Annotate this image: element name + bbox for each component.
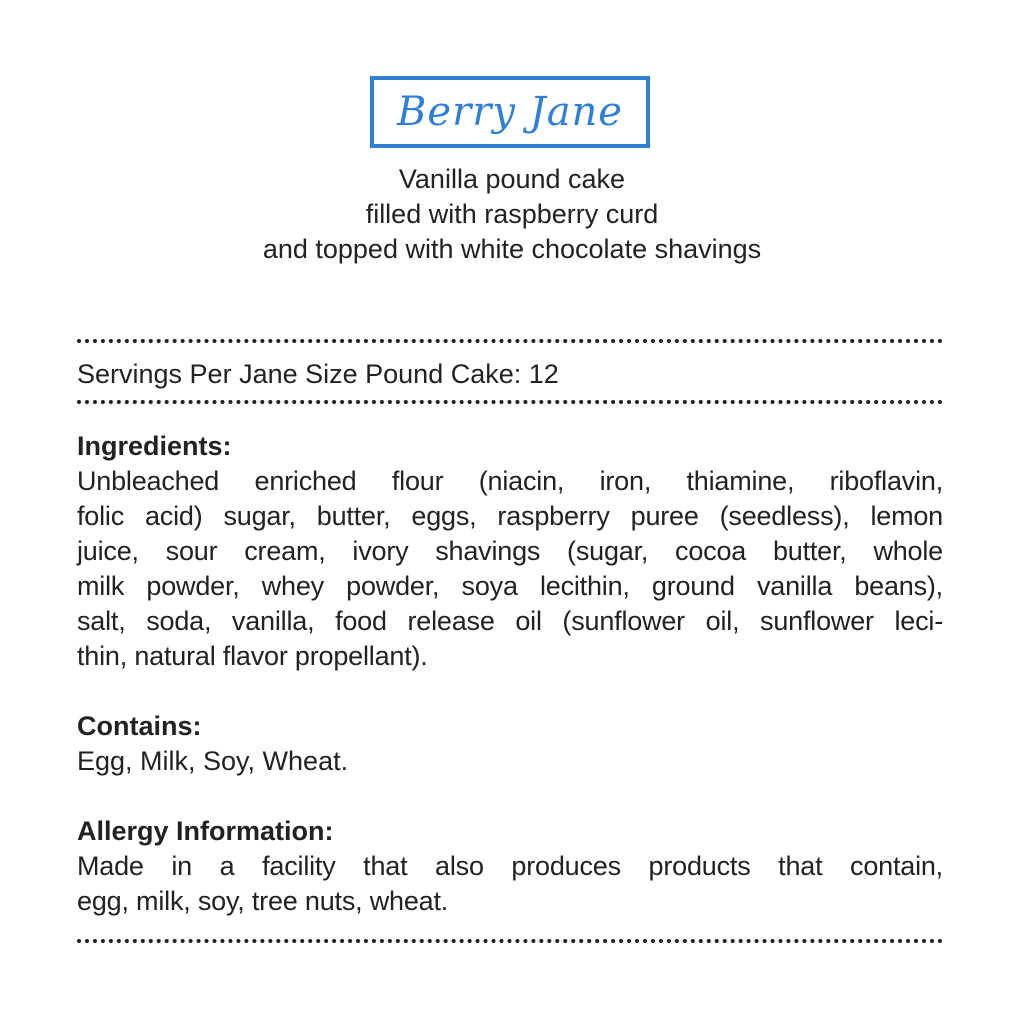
ingredients-line: juice, sour cream, ivory shavings (sugar, cocoa butter, whole bbox=[77, 536, 943, 566]
contains-heading: Contains: bbox=[77, 711, 202, 741]
product-description bbox=[112, 162, 912, 267]
dotted-divider-bottom bbox=[77, 939, 943, 943]
allergy-heading: Allergy Information: bbox=[77, 816, 334, 846]
allergy-text bbox=[77, 849, 943, 919]
description-line: filled with raspberry curd bbox=[365, 199, 659, 229]
allergy-line: egg, milk, soy, tree nuts, wheat. bbox=[77, 886, 449, 916]
ingredients-line: milk powder, whey powder, soya lecithin, ground vanilla beans), bbox=[77, 571, 943, 601]
contains-text: Egg, Milk, Soy, Wheat. bbox=[77, 746, 349, 776]
ingredients-line: thin, natural flavor propellant). bbox=[77, 641, 428, 671]
ingredients-line: salt, soda, vanilla, food release oil (sunflower oil, sunflower leci- bbox=[77, 606, 943, 636]
contains-section bbox=[77, 709, 943, 779]
description-line: and topped with white chocolate shavings bbox=[262, 234, 762, 264]
product-title: Berry Jane bbox=[397, 89, 623, 135]
dotted-divider-top bbox=[77, 339, 943, 343]
product-title-box bbox=[370, 76, 650, 148]
allergy-line: Made in a facility that also produces products that contain, bbox=[77, 851, 943, 881]
dotted-divider-servings bbox=[77, 400, 943, 404]
ingredients-line: Unbleached enriched flour (niacin, iron, thiamine, riboflavin, bbox=[77, 466, 943, 496]
ingredients-heading: Ingredients: bbox=[77, 431, 232, 461]
servings-text: Servings Per Jane Size Pound Cake: 12 bbox=[77, 359, 559, 389]
description-line: Vanilla pound cake bbox=[398, 164, 626, 194]
ingredients-text bbox=[77, 464, 943, 674]
ingredients-line: folic acid) sugar, butter, eggs, raspberry puree (seedless), lemon bbox=[77, 501, 943, 531]
ingredients-section bbox=[77, 429, 943, 674]
allergy-section bbox=[77, 814, 943, 919]
